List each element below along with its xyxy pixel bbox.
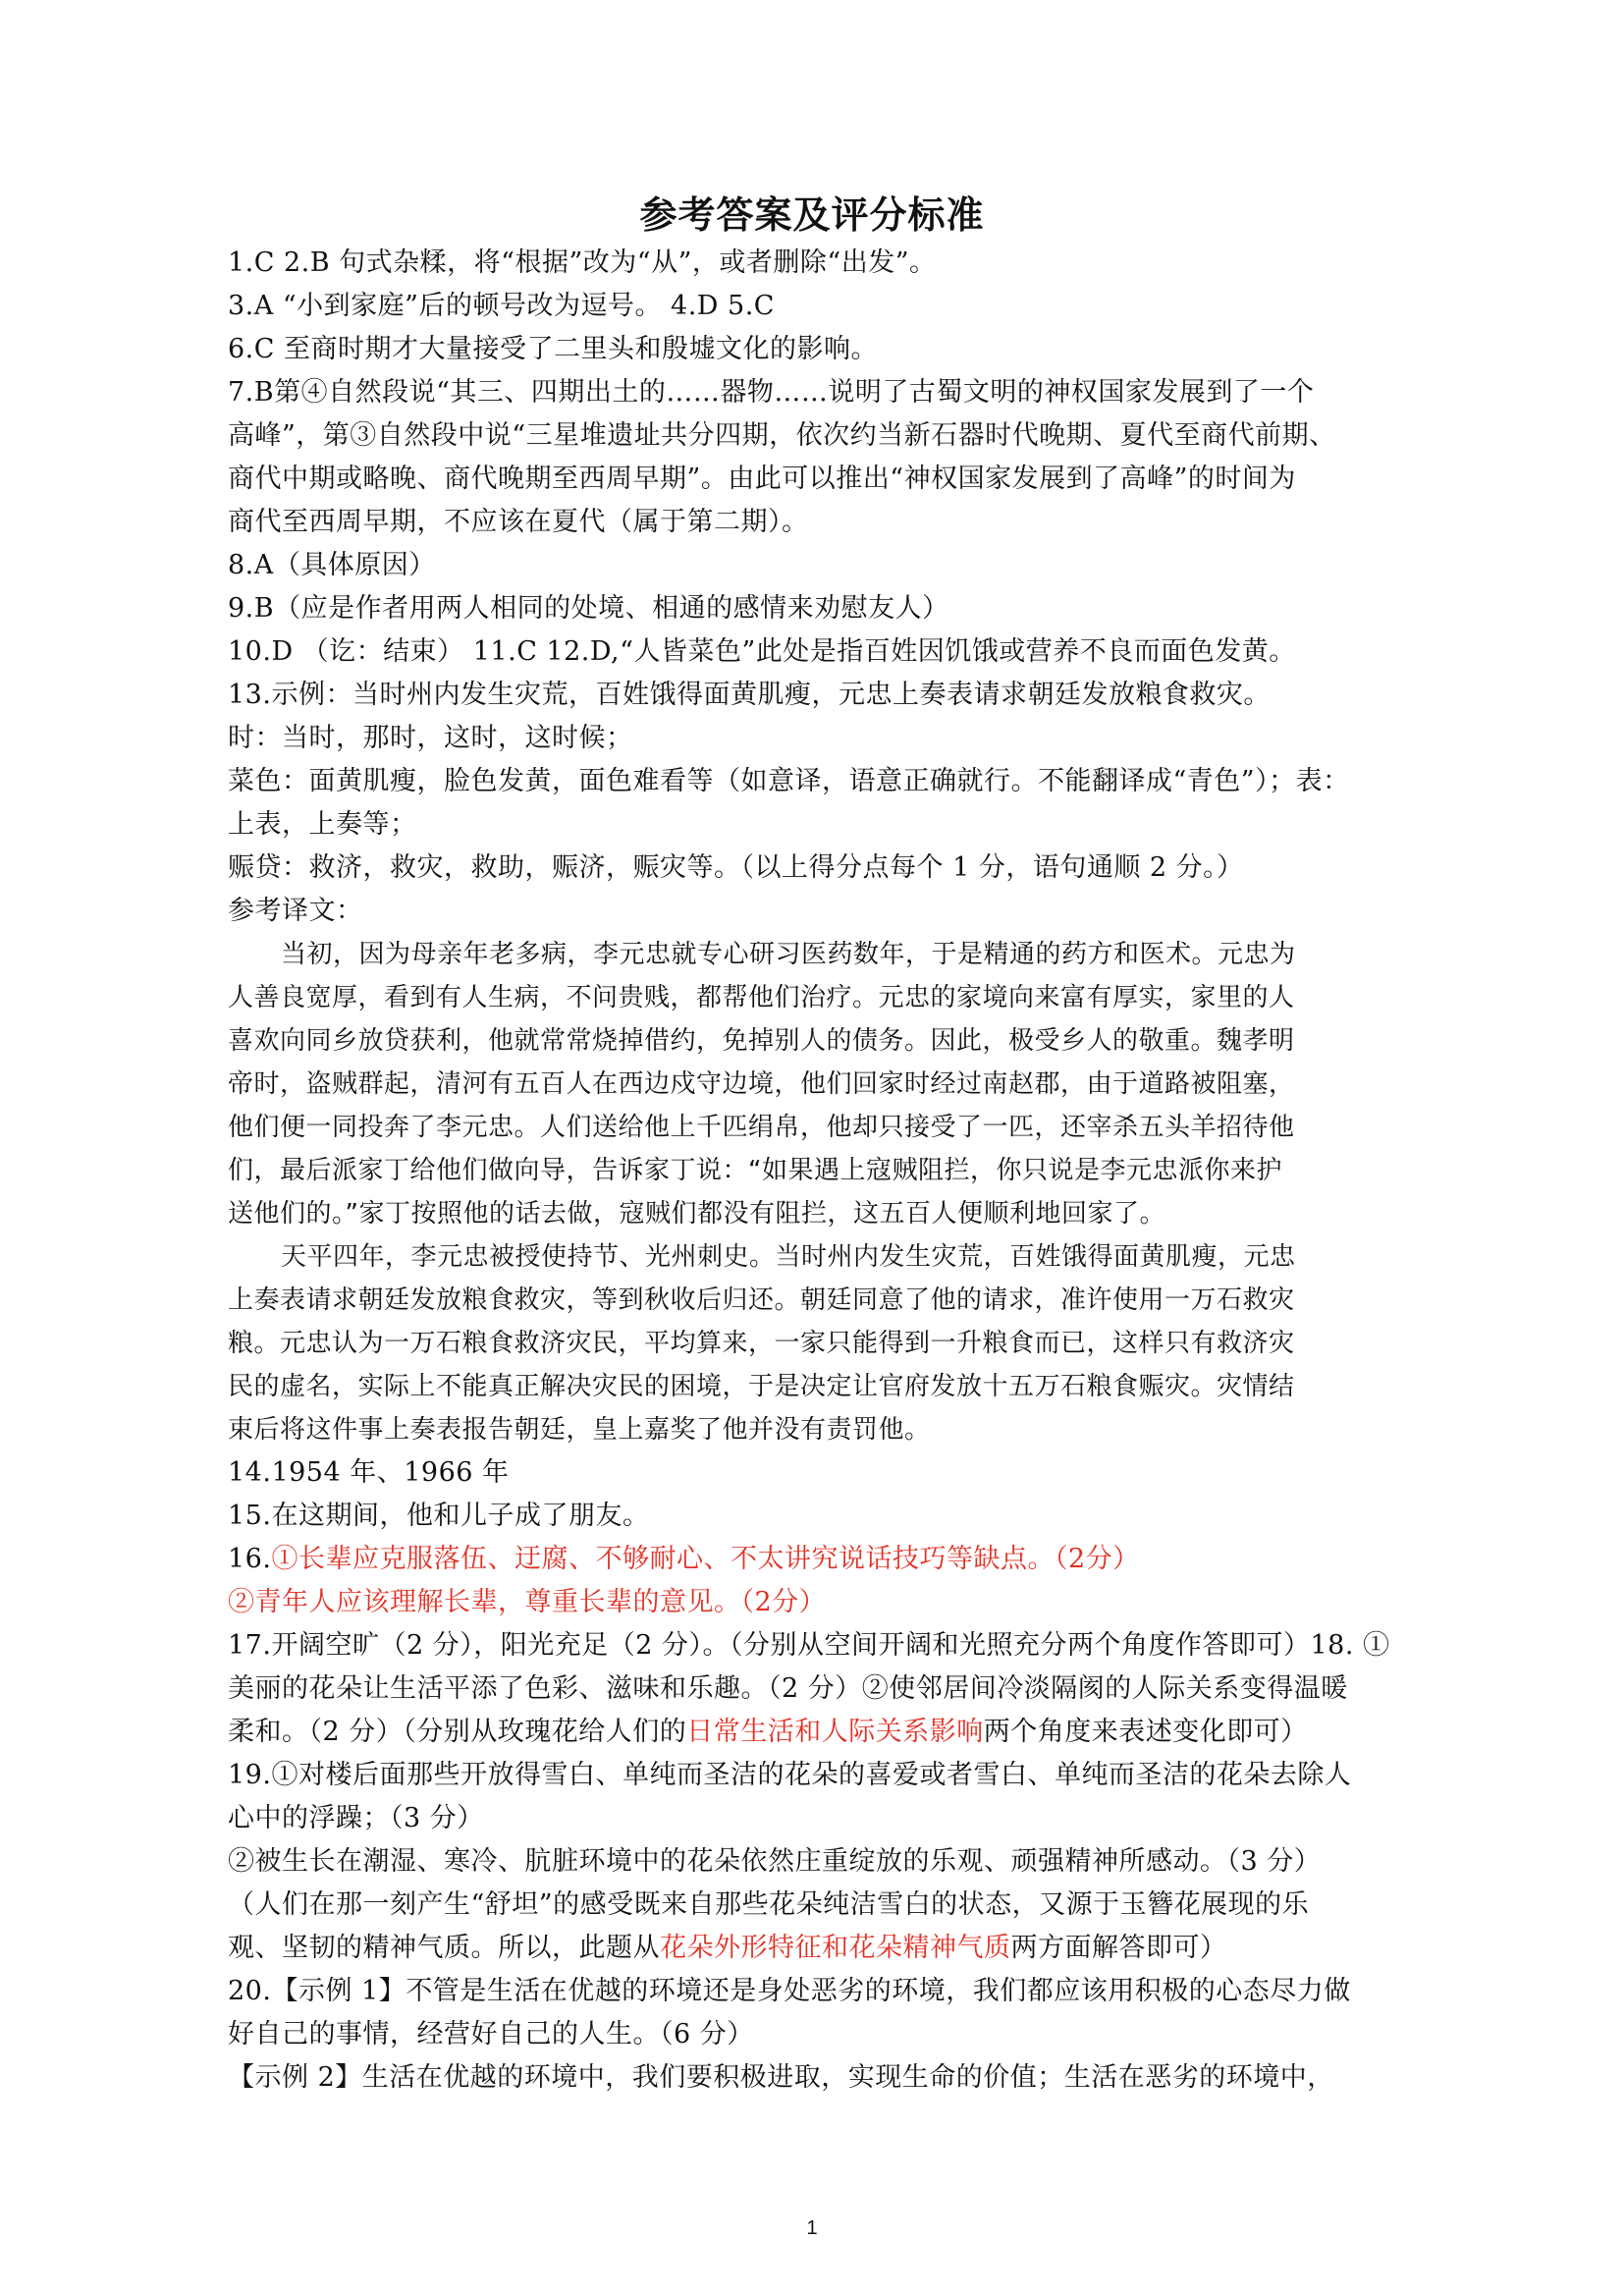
text-line — [228, 371, 1416, 414]
line-text: 送他们的。”家丁按照他的话去做，寇贼们都没有阻拦，这五百人便顺利地回家了。 — [228, 1199, 1165, 1229]
line-text: 们，最后派家丁给他们做向导，告诉家丁说：“如果遇上寇贼阻拦，你只说是李元忠派你来护 — [228, 1156, 1282, 1185]
text-line — [228, 285, 1416, 328]
text-line — [228, 1408, 1416, 1451]
line-text: 商代至西周早期，不应该在夏代（属于第二期）。 — [228, 507, 809, 537]
line-text: 当初，因为母亲年老多病，李元忠就专心研习医药数年，于是精通的药方和医术。元忠为 — [281, 940, 1296, 969]
line-text: （人们在那一刻产生“舒坦”的感受既来自那些花朵纯洁雪白的状态，又源于玉簪花展现的乐 — [228, 1889, 1310, 1920]
line-text: 上奏表请求朝廷发放粮食救灾，等到秋收后归还。朝廷同意了他的请求，准许使用一万石救灾 — [228, 1285, 1295, 1315]
line-text: 8.A（具体原因） — [228, 550, 436, 580]
line-text: 1.C 2.B 句式杂糅，将“根据”改为“从”，或者删除“出发”。 — [228, 247, 937, 278]
line-text: 3.A “小到家庭”后的顿号改为逗号。 4.D 5.C — [228, 291, 775, 321]
line-text: ②被生长在潮湿、寒冷、肮脏环境中的花朵依然庄重绽放的乐观、顽强精神所感动。（3 分） — [228, 1846, 1322, 1877]
highlighted-text: 日常生活和人际关系影响 — [686, 1717, 984, 1747]
text-line — [228, 1106, 1416, 1149]
line-text: 13.示例：当时州内发生灾荒，百姓饿得面黄肌瘦，元忠上奏表请求朝廷发放粮食救灾。 — [228, 680, 1271, 710]
line-text: 16. — [228, 1544, 272, 1574]
text-line — [228, 458, 1416, 501]
text-line — [228, 1624, 1416, 1667]
line-text: 柔和。（2 分）（分别从玫瑰花给人们的 — [228, 1717, 687, 1747]
text-line — [228, 1927, 1416, 1970]
text-line — [228, 414, 1416, 458]
line-text: 束后将这件事上奏表报告朝廷，皇上嘉奖了他并没有责罚他。 — [228, 1415, 931, 1445]
line-text: 【示例 2】生活在优越的环境中，我们要积极进取，实现生命的价值；生活在恶劣的环境中， — [228, 2062, 1334, 2093]
text-line — [228, 1019, 1416, 1063]
line-text: 好自己的事情，经营好自己的人生。（6 分） — [228, 2019, 754, 2049]
text-line — [228, 242, 1416, 285]
text-line — [228, 328, 1416, 371]
text-line — [228, 933, 1416, 976]
line-text: 两个角度来表述变化即可） — [983, 1717, 1308, 1747]
text-line — [228, 717, 1416, 760]
text-line — [228, 1322, 1416, 1365]
line-text: 10.D （讫：结束） 11.C 12.D,“人皆菜色”此处是指百姓因饥饿或营养不良而面色发黄。 — [228, 636, 1296, 667]
line-text: 14.1954 年、1966 年 — [228, 1457, 510, 1488]
text-line — [228, 1279, 1416, 1322]
line-text: 菜色：面黄肌瘦，脸色发黄，面色难看等（如意译，语意正确就行。不能翻译成“青色”）；表： — [228, 766, 1350, 796]
text-line — [228, 2013, 1416, 2056]
line-text: 高峰”，第③自然段中说“三星堆遗址共分四期，依次约当新石器时代晚期、夏代至商代前期、 — [228, 420, 1336, 451]
line-text: 7.B第④自然段说“其三、四期出土的……器物……说明了古蜀文明的神权国家发展到了一个 — [228, 377, 1315, 408]
line-text: 他们便一同投奔了李元忠。人们送给他上千匹绢帛，他却只接受了一匹，还宰杀五头羊招待他 — [228, 1113, 1295, 1142]
text-line — [228, 1235, 1416, 1279]
text-line — [228, 1581, 1416, 1624]
line-text: 心中的浮躁；（3 分） — [228, 1803, 484, 1833]
line-text: 天平四年，李元忠被授使持节、光州刺史。当时州内发生灾荒，百姓饿得面黄肌瘦，元忠 — [281, 1242, 1296, 1272]
text-line — [228, 630, 1416, 674]
line-text: 6.C 至商时期才大量接受了二里头和殷墟文化的影响。 — [228, 334, 879, 364]
line-text: 民的虚名，实际上不能真正解决灾民的困境，于是决定让官府发放十五万石粮食赈灾。灾情结 — [228, 1372, 1295, 1401]
line-text: 美丽的花朵让生活平添了色彩、滋味和乐趣。（2 分）②使邻居间冷淡隔阂的人际关系变得温暖 — [228, 1673, 1348, 1704]
text-line — [228, 803, 1416, 847]
text-line — [228, 1192, 1416, 1235]
answer-content — [228, 242, 1416, 2100]
text-line — [228, 501, 1416, 544]
highlighted-text: ②青年人应该理解长辈，尊重长辈的意见。（2分） — [228, 1587, 827, 1617]
page-title: 参考答案及评分标准 — [639, 192, 985, 237]
line-text: 15.在这期间，他和儿子成了朋友。 — [228, 1501, 650, 1531]
text-line — [228, 1840, 1416, 1884]
line-text: 人善良宽厚，看到有人生病，不问贵贱，都帮他们治疗。元忠的家境向来富有厚实，家里的人 — [228, 983, 1295, 1012]
line-text: 观、坚韧的精神气质。所以，此题从 — [228, 1933, 660, 1963]
line-text: 20.【示例 1】不管是生活在优越的环境还是身处恶劣的环境，我们都应该用积极的心态尽力做 — [228, 1976, 1351, 2006]
text-line — [228, 1884, 1416, 1927]
line-text: 9.B（应是作者用两人相同的处境、相通的感情来劝慰友人） — [228, 593, 949, 624]
text-line — [228, 1970, 1416, 2013]
text-line — [228, 1538, 1416, 1581]
line-text: 喜欢向同乡放贷获利，他就常常烧掉借约，免掉别人的债务。因此，极受乡人的敬重。魏孝明 — [228, 1026, 1295, 1056]
text-line — [228, 1451, 1416, 1495]
text-line — [228, 1063, 1416, 1106]
line-text: 帝时，盗贼群起，清河有五百人在西边戍守边境，他们回家时经过南赵郡，由于道路被阻塞， — [228, 1069, 1295, 1099]
line-text: 赈贷：救济，救灾，救助，赈济，赈灾等。（以上得分点每个 1 分，语句通顺 2 分。） — [228, 852, 1244, 883]
text-line — [228, 1667, 1416, 1711]
line-text: 两方面解答即可） — [1010, 1933, 1227, 1963]
text-line — [228, 544, 1416, 587]
line-text: 17.开阔空旷（2 分），阳光充足（2 分）。（分别从空间开阔和光照充分两个角度作答即可）18. ① — [228, 1630, 1390, 1661]
line-text: 商代中期或略晚、商代晚期至西周早期”。由此可以推出“神权国家发展到了高峰”的时间为 — [228, 464, 1296, 494]
text-line — [228, 1797, 1416, 1840]
line-text: 19.①对楼后面那些开放得雪白、单纯而圣洁的花朵的喜爱或者雪白、单纯而圣洁的花朵去除人 — [228, 1760, 1352, 1790]
text-line — [228, 890, 1416, 933]
text-line — [228, 674, 1416, 717]
text-line — [228, 1149, 1416, 1192]
text-line — [228, 847, 1416, 890]
line-text: 参考译文： — [228, 896, 363, 926]
text-line — [228, 2056, 1416, 2100]
text-line — [228, 976, 1416, 1019]
highlighted-text: ①长辈应克服落伍、迂腐、不够耐心、不太讲究说话技巧等缺点。（2分） — [271, 1544, 1140, 1574]
line-text: 时：当时，那时，这时，这时候； — [228, 723, 633, 753]
line-text: 粮。元忠认为一万石粮食救济灾民，平均算来，一家只能得到一升粮食而已，这样只有救济灾 — [228, 1329, 1295, 1358]
text-line — [228, 1711, 1416, 1754]
text-line — [228, 1754, 1416, 1797]
line-text: 上表，上奏等； — [228, 809, 417, 840]
text-line — [228, 1365, 1416, 1408]
text-line — [228, 587, 1416, 630]
text-line — [228, 1495, 1416, 1538]
highlighted-text: 花朵外形特征和花朵精神气质 — [660, 1933, 1011, 1963]
page-number: 1 — [806, 2217, 818, 2239]
text-line — [228, 760, 1416, 803]
